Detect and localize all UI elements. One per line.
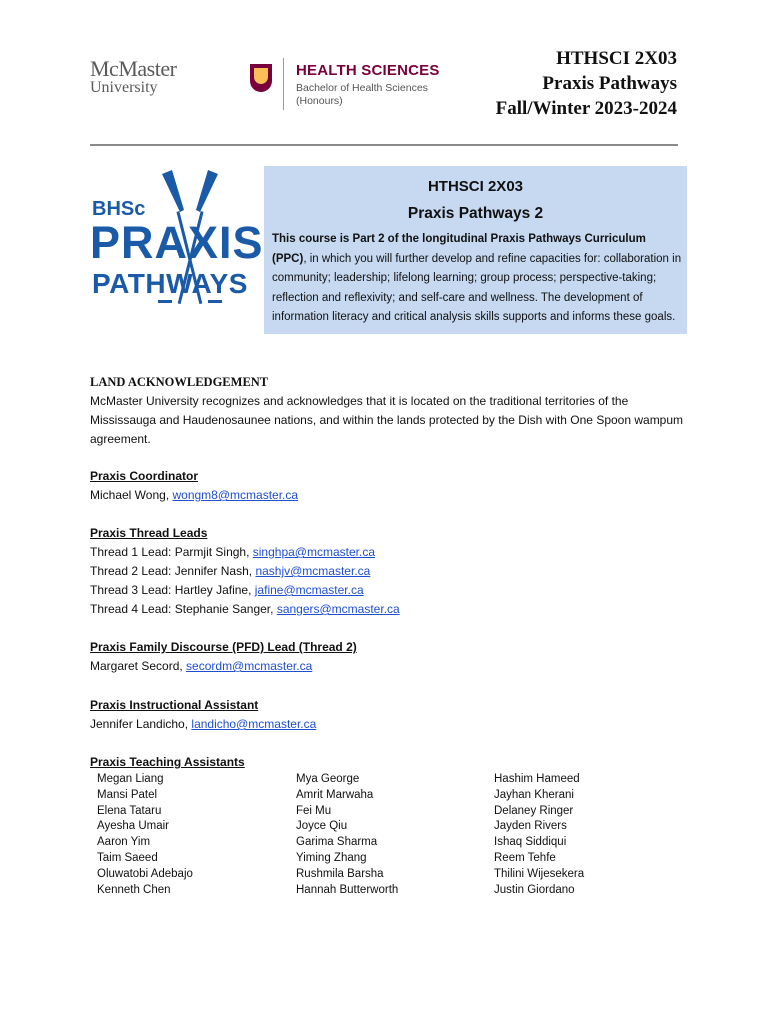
land-heading: LAND ACKNOWLEDGEMENT [90,375,269,389]
list-item: Garima Sharma [296,836,378,849]
list-item: Thread 4 Lead: Stephanie Sanger, sangers@mcmaster.ca [90,602,400,616]
course-header [496,46,677,121]
course-intro-box [264,166,687,334]
logo-university-text: University [90,79,158,96]
course-term: Fall/Winter 2023-2024 [495,98,677,119]
land-acknowledgement [90,373,690,449]
list-item: Rushmila Barsha [296,867,384,880]
list-item: Taim Saeed [97,851,158,864]
praxis-pathways-logo [90,170,264,320]
list-item: Hannah Butterworth [296,883,399,896]
ta-column-3 [494,772,584,898]
pfd-heading: Praxis Family Discourse (PFD) Lead (Thread 2) [90,640,357,654]
list-item: Thilini Wijesekera [494,867,585,880]
list-item: Hashim Hameed [494,773,580,785]
list-item: Delaney Ringer [494,804,574,817]
list-item: Mansi Patel [97,788,158,801]
ta-column-1 [97,772,193,898]
logo-pathways-text: PATHWAYS [92,268,248,299]
list-item: Jayden Rivers [494,820,567,833]
health-sciences-title: HEALTH SCIENCES [296,62,440,79]
course-name: Praxis Pathways [542,73,677,94]
thread-leads-heading: Praxis Thread Leads [90,526,208,540]
pfd-email-link[interactable]: secordm@mcmaster.ca [186,659,313,673]
land-text: McMaster University recognizes and acknowledges that it is located on the traditional territories of the Mississauga and Haudenosaunee nations, and within the lands protected by the Dish with One Spoon wampum agreement. [90,394,684,446]
instructional-assistant-section [90,696,690,734]
instructional-heading: Praxis Instructional Assistant [90,698,259,712]
thread-leads-section [90,524,690,619]
intro-subtitle: Praxis Pathways 2 [407,205,544,222]
thread-1-email-link[interactable]: singhpa@mcmaster.ca [252,545,375,559]
instructional-name: Jennifer Landicho, [90,717,192,731]
list-item: Fei Mu [296,804,332,817]
list-item: Reem Tehfe [494,851,556,864]
logo-bhsc-text: BHSc [92,198,146,220]
list-item: Aaron Yim [97,836,151,849]
intro-bold-lead: This course is Part 2 of the longitudinal Praxis Pathways Curriculum (PPC) [272,233,646,265]
list-item: Thread 2 Lead: Jennifer Nash, nashjv@mcmaster.ca [90,564,371,578]
list-item: Megan Liang [97,773,164,785]
crest-icon [250,64,272,92]
coordinator-name: Michael Wong, [90,488,173,502]
instructional-email-link[interactable]: landicho@mcmaster.ca [191,717,317,731]
course-code: HTHSCI 2X03 [556,48,677,69]
program-name: Bachelor of Health Sciences (Honours) [296,82,428,107]
thread-3-email-link[interactable]: jafine@mcmaster.ca [254,583,364,597]
list-item: Ayesha Umair [97,820,170,833]
list-item: Joyce Qiu [296,820,348,833]
list-item: Kenneth Chen [97,883,171,896]
list-item: Mya George [296,773,360,785]
list-item: Justin Giordano [494,883,575,896]
list-item: Elena Tataru [97,804,162,817]
list-item: Thread 1 Lead: Parmjit Singh, singhpa@mcmaster.ca [90,545,375,559]
tas-heading: Praxis Teaching Assistants [90,755,245,769]
pfd-section [90,638,690,676]
intro-text: , in which you will further develop and refine capacities for: collaboration in community; leadership; lifelong learning; group process; perspective-taking; reflection and reflexivity; and self-care and wellness. The development of information literacy and critical analysis skills supports and informs these goals. [272,252,682,323]
logo-mcmaster-text: McMaster [90,56,177,81]
coordinator-heading: Praxis Coordinator [90,469,199,483]
logo-divider [283,58,284,110]
list-item: Oluwatobi Adebajo [97,867,193,880]
logo-praxis-text: PRAXIS [90,217,264,268]
coordinator-section [90,467,690,505]
intro-title: HTHSCI 2X03 [427,178,524,195]
thread-2-email-link[interactable]: nashjv@mcmaster.ca [255,564,371,578]
teaching-assistants-section [90,753,690,772]
thread-4-email-link[interactable]: sangers@mcmaster.ca [276,602,400,616]
list-item: Jayhan Kherani [494,788,574,801]
ta-column-2 [296,772,398,898]
intro-description [272,230,682,328]
coordinator-email-link[interactable]: wongm8@mcmaster.ca [172,488,299,502]
list-item: Ishaq Siddiqui [494,836,567,849]
list-item: Yiming Zhang [296,851,367,864]
pfd-name: Margaret Secord, [90,659,187,673]
list-item: Thread 3 Lead: Hartley Jafine, jafine@mcmaster.ca [90,583,364,597]
mcmaster-logo [90,56,440,110]
list-item: Amrit Marwaha [296,788,374,801]
header-divider [90,144,678,146]
